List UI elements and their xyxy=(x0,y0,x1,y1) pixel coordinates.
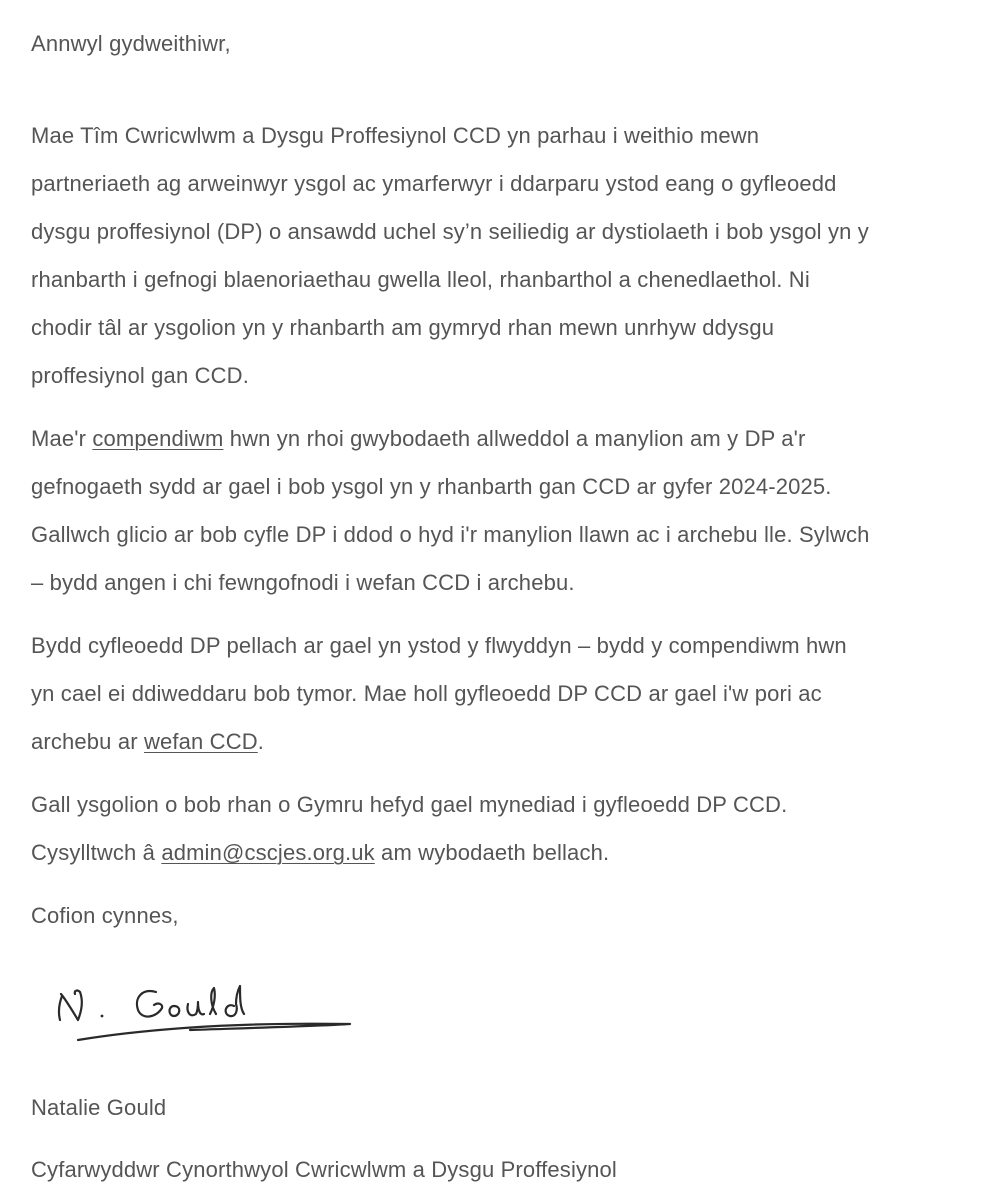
signatory-name: Natalie Gould xyxy=(31,1095,167,1120)
paragraph-line: rhanbarth i gefnogi blaenoriaethau gwella lleol, rhanbarthol a chenedlaethol. Ni xyxy=(31,267,810,292)
paragraph-line xyxy=(31,838,609,868)
website-link[interactable]: wefan CCD xyxy=(143,729,258,754)
paragraph-line: Gallwch glicio ar bob cyfle DP i ddod o hyd i'r manylion llawn ac i archebu lle. Sylwch xyxy=(31,522,870,547)
text-segment: . xyxy=(257,729,265,754)
paragraph-line: yn cael ei ddiweddaru bob tymor. Mae holl gyfleoedd DP CCD ar gael i'w pori ac xyxy=(31,681,822,706)
text-segment: Cysylltwch â xyxy=(31,840,162,865)
paragraph-line: dysgu proffesiynol (DP) o ansawdd uchel sy’n seiliedig ar dystiolaeth i bob ysgol yn y xyxy=(31,219,869,244)
paragraph-line: Bydd cyfleoedd DP pellach ar gael yn ystod y flwyddyn – bydd y compendiwm hwn xyxy=(31,633,847,658)
email-link[interactable]: admin@cscjes.org.uk xyxy=(161,840,375,865)
paragraph-line: partneriaeth ag arweinwyr ysgol ac ymarferwyr i ddarparu ystod eang o gyfleoedd xyxy=(31,171,837,196)
compendium-link[interactable]: compendiwm xyxy=(92,426,224,451)
text-segment: am wybodaeth bellach. xyxy=(374,840,610,865)
greeting: Annwyl gydweithiwr, xyxy=(31,31,231,56)
text-segment: Mae'r xyxy=(31,426,93,451)
paragraph-line: – bydd angen i chi fewngofnodi i wefan CCD i archebu. xyxy=(31,570,575,595)
paragraph-line: chodir tâl ar ysgolion yn y rhanbarth am gymryd rhan mewn unrhyw ddysgu xyxy=(31,315,775,340)
paragraph-line: Gall ysgolion o bob rhan o Gymru hefyd gael mynediad i gyfleoedd DP CCD. xyxy=(31,792,788,817)
text-segment: hwn yn rhoi gwybodaeth allweddol a manylion am y DP a'r xyxy=(223,426,806,451)
text-segment: archebu ar xyxy=(31,729,144,754)
paragraph-line: proffesiynol gan CCD. xyxy=(31,363,249,388)
paragraph-line xyxy=(31,424,806,454)
paragraph-line: gefnogaeth sydd ar gael i bob ysgol yn y rhanbarth gan CCD ar gyfer 2024-2025. xyxy=(31,474,832,499)
paragraph-line: Mae Tîm Cwricwlwm a Dysgu Proffesiynol CCD yn parhau i weithio mewn xyxy=(31,123,760,148)
signature-image xyxy=(50,980,370,1060)
closing: Cofion cynnes, xyxy=(31,903,179,928)
signatory-title: Cyfarwyddwr Cynorthwyol Cwricwlwm a Dysgu Proffesiynol xyxy=(31,1157,617,1182)
paragraph-line xyxy=(31,727,264,757)
